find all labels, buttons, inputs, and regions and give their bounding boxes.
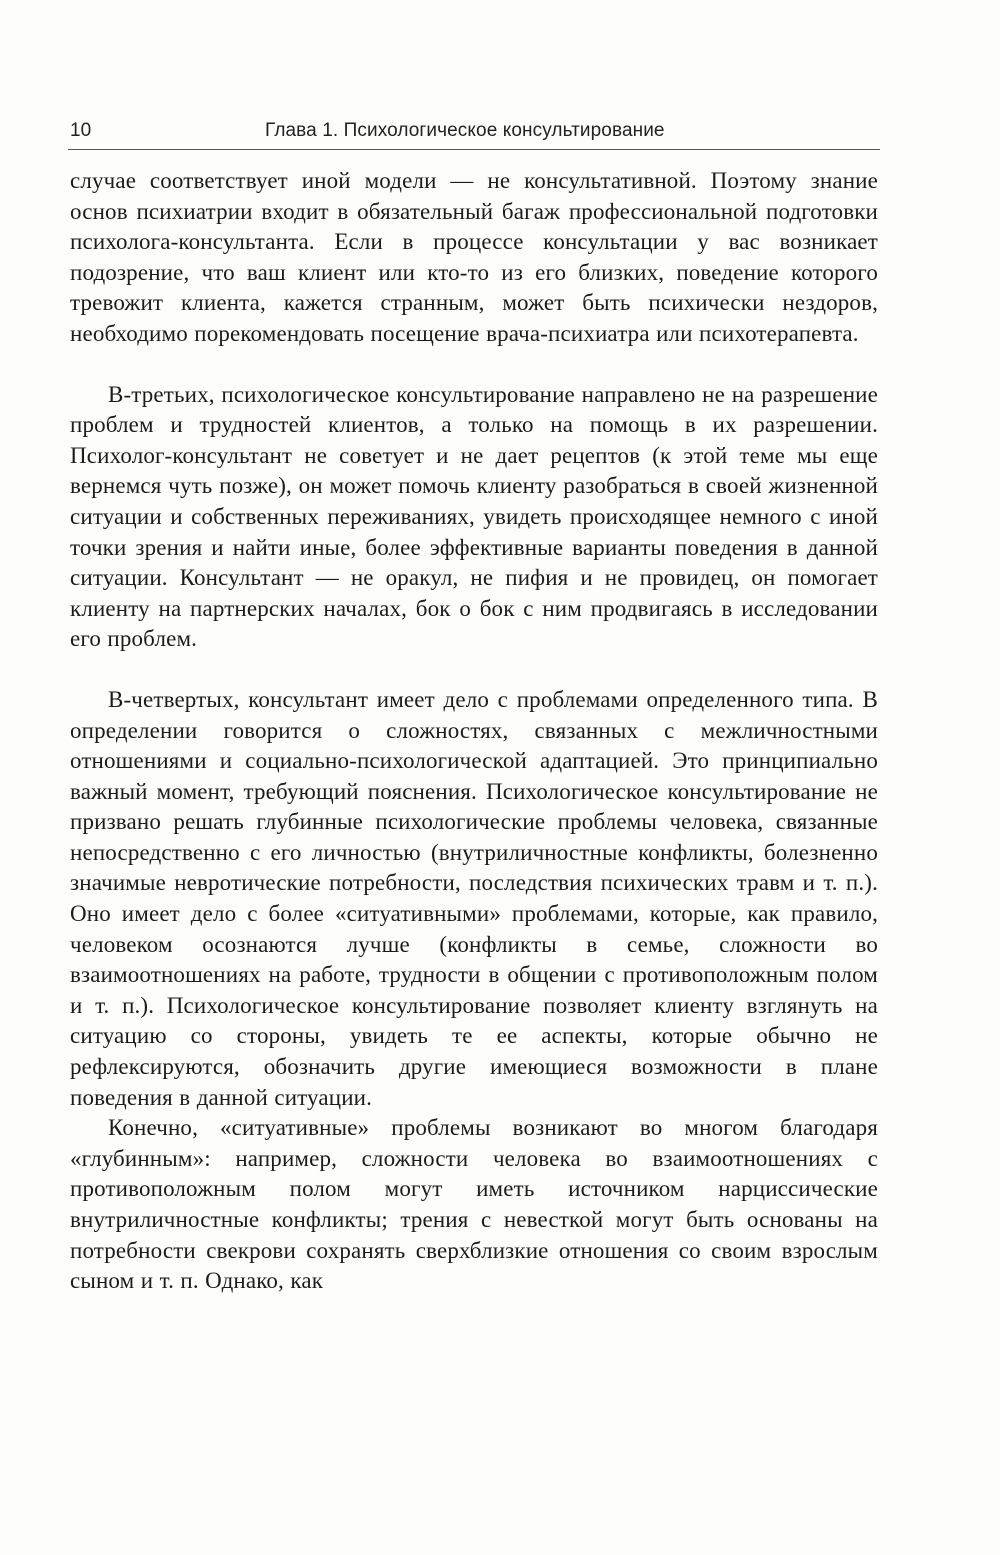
chapter-title: Глава 1. Психологическое консультирование (265, 120, 665, 141)
paragraph-gap (70, 350, 878, 380)
paragraph-continuation: случае соответствует иной модели — не консультативной. Поэтому знание основ психиатрии входит в обязательный багаж профессиональной подготовки психолога-консультанта. Если в процессе консультации у вас возникает подозрение, что ваш клиент или кто-то из его близких, поведение которого тревожит клиента, кажется странным, может быть психически нездоров, необходимо порекомендовать посещение врача-психиатра или психотерапевта. (70, 168, 878, 346)
paragraph-third-point: В-третьих, психологическое консультирование направлено не на разрешение проблем и трудностей клиентов, а только на помощь в их разрешении. Психолог-консультант не советует и не дает рецептов (к этой теме мы еще вернемся чуть позже), он может помочь клиенту разобраться в своей жизненной ситуации и собственных переживаниях, увидеть происходящее немного с иной точки зрения и найти иные, более эффективные варианты поведения в данной ситуации. Консультант — не оракул, не пифия и не провидец, он помогает клиенту на партнерских началах, бок о бок с ним продвигаясь в исследовании его проблем. (70, 381, 878, 652)
paragraph-fourth-point: В-четвертых, консультант имеет дело с проблемами определенного типа. В определении говорится о сложностях, связанных с межличностными отношениями и социально-психологической адаптацией. Это принципиально важный момент, требующий пояснения. Психологическое консультирование не призвано решать глубинные психологические проблемы человека, связанные непосредственно с его личностью (внутриличностные конфликты, болезненно значимые невротические потребности, последствия психических травм и т. п.). Оно имеет дело с более «ситуативными» проблемами, которые, как правило, человеком осознаются лучше (конфликты в семье, сложности во взаимоотношениях на работе, трудности в общении с противоположным полом и т. п.). Психологическое консультирование позволяет клиенту взглянуть на ситуацию со стороны, увидеть те ее аспекты, которые обычно не рефлексируются, обозначить другие имеющиеся возможности в плане поведения в данной ситуации. (70, 686, 878, 1110)
page-number: 10 (70, 120, 92, 141)
running-header (70, 116, 880, 150)
paragraph-gap (70, 655, 878, 685)
header-rule (68, 149, 880, 150)
paragraph-of-course: Конечно, «ситуативные» проблемы возникают во многом благодаря «глубинным»: например, сложности человека во взаимоотношениях с противоположным полом могут иметь источником нарциссические внутриличностные конфликты; трения с невесткой могут быть основаны на потребности свекрови сохранять сверхблизкие отношения со своим взрослым сыном и т. п. Однако, как (70, 1115, 878, 1294)
body-text (70, 166, 878, 1297)
